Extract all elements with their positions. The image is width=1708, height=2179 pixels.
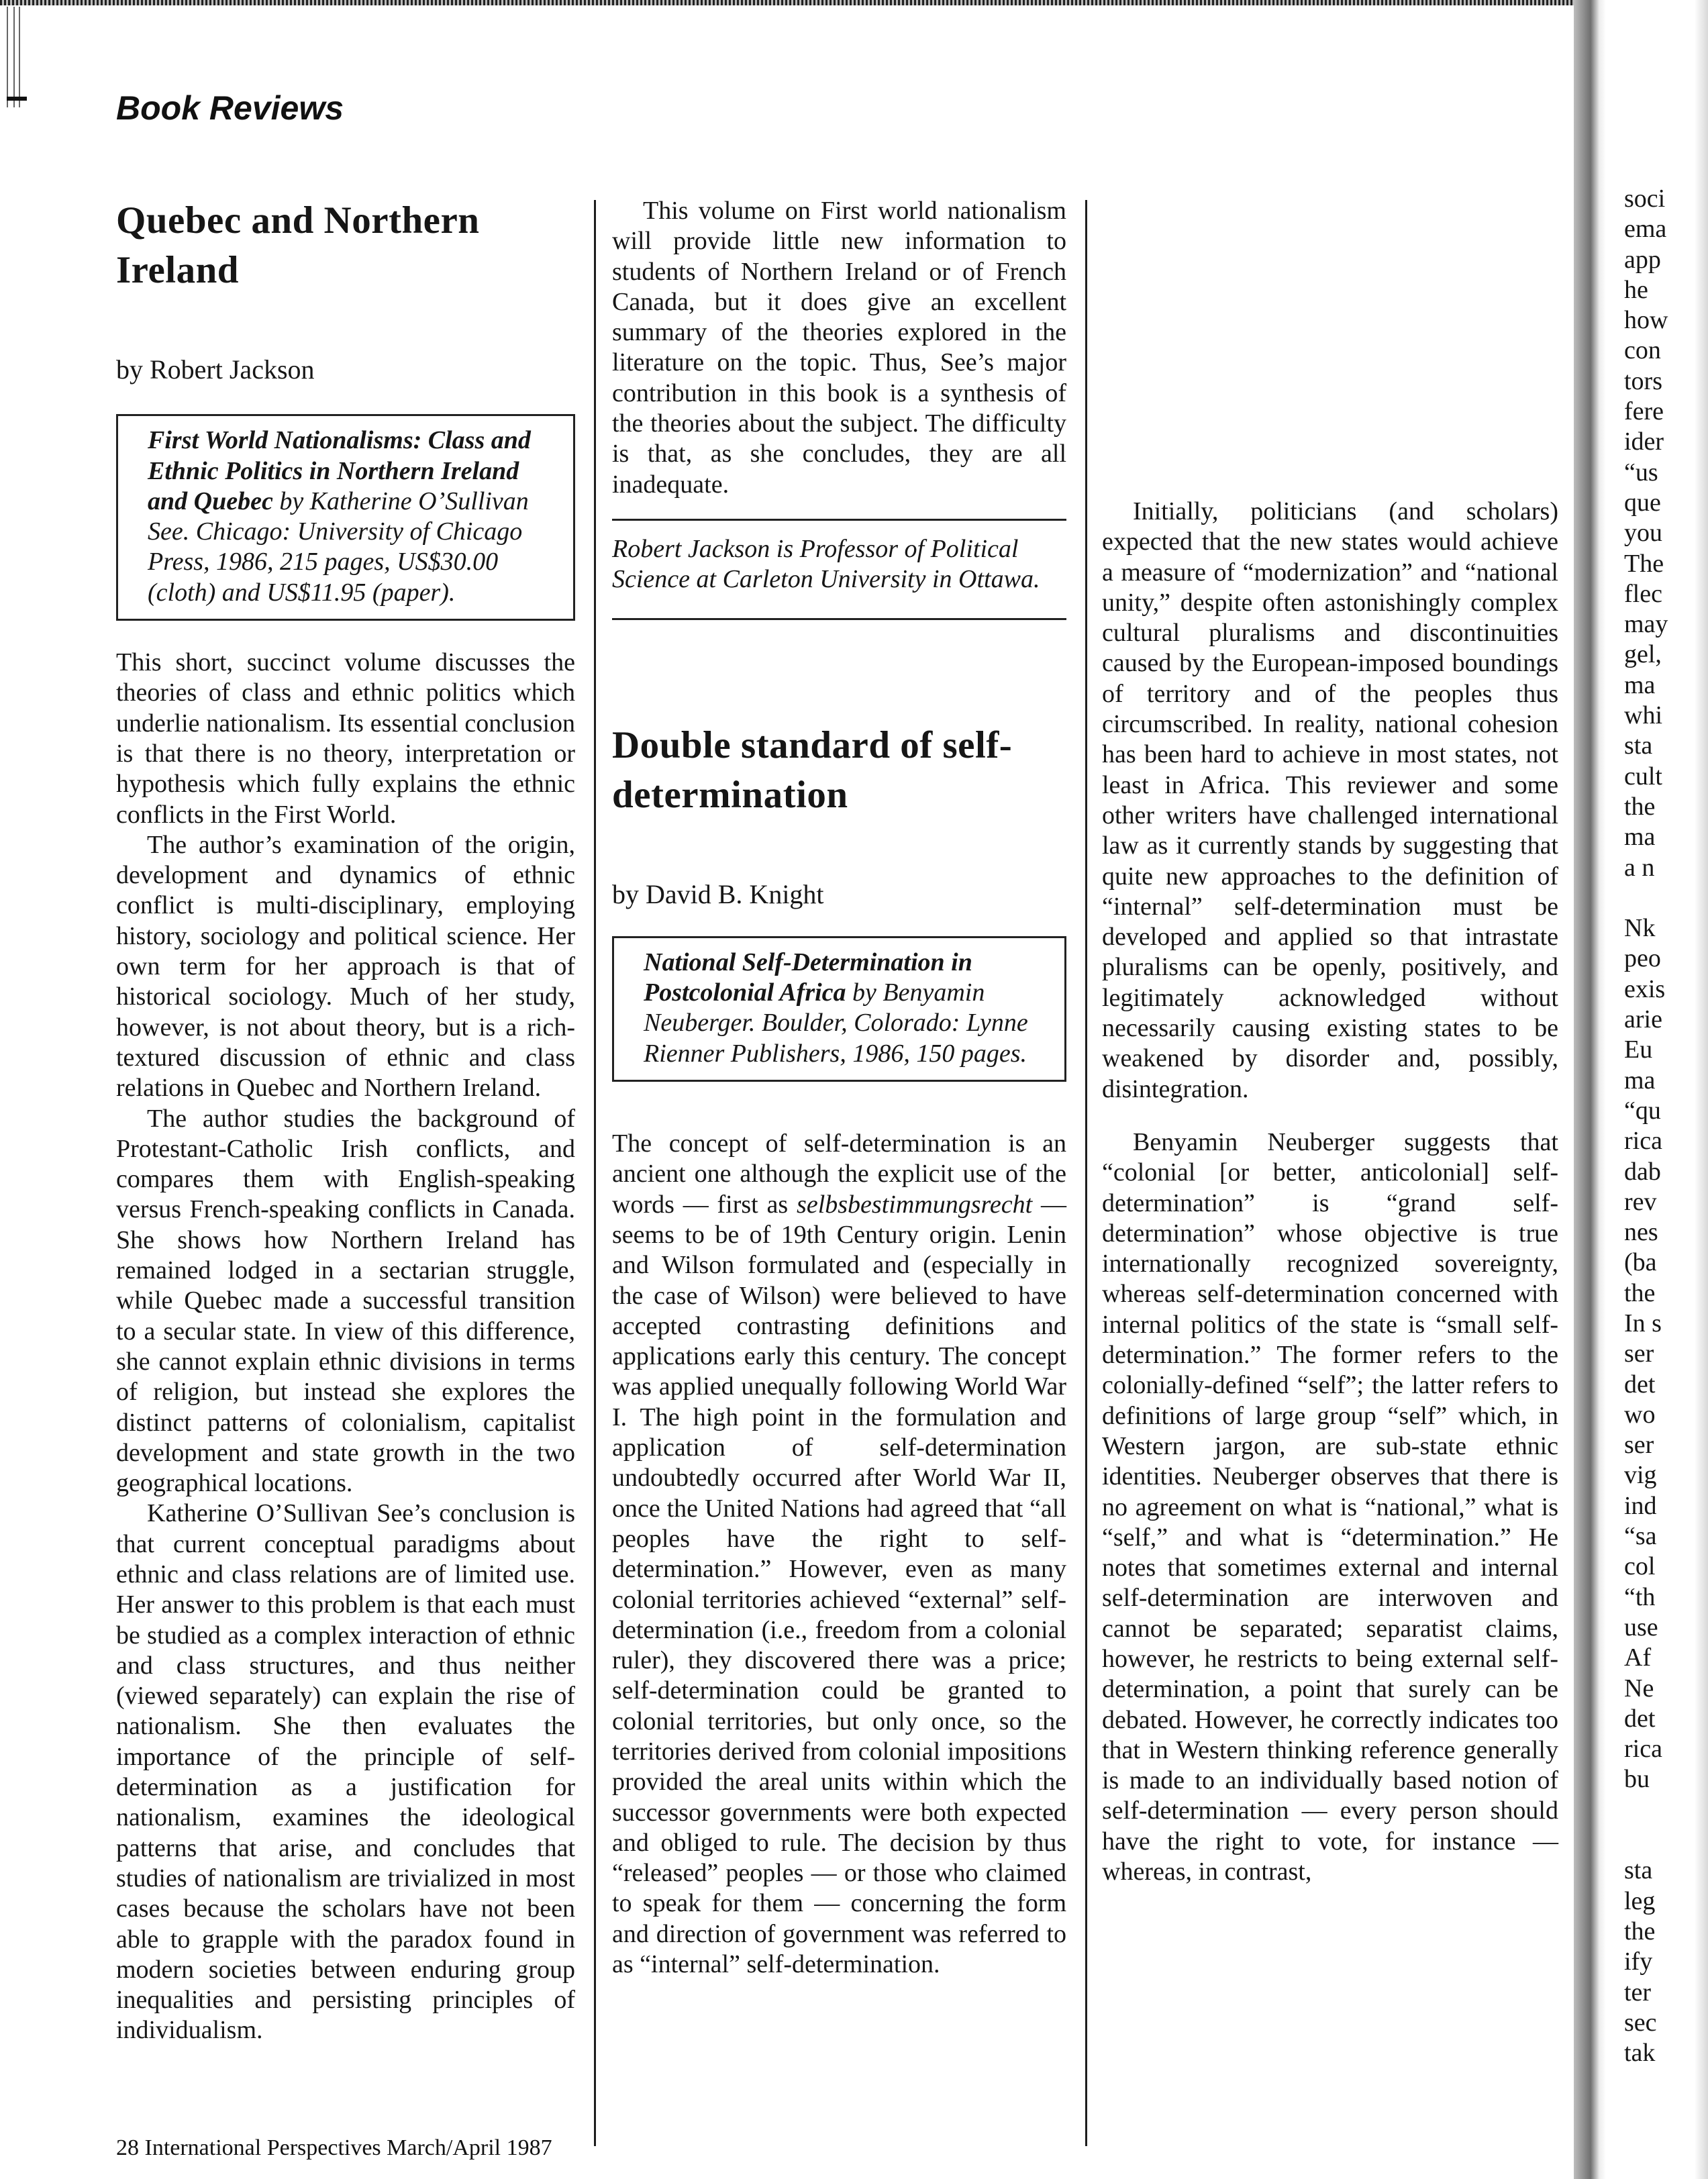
next-page-fragment: the: [1624, 1278, 1656, 1307]
next-page-fragment: col: [1624, 1552, 1656, 1581]
next-page-fragment: det: [1624, 1370, 1656, 1399]
next-page-fragment: The: [1624, 549, 1664, 578]
review2-p1-term: selbsbestimmungsrecht: [797, 1190, 1033, 1219]
next-page-fragment: peo: [1624, 944, 1661, 973]
review2-book-box: [612, 936, 1066, 1082]
next-page-fragment: sec: [1624, 2008, 1657, 2037]
next-page-fragment: soci: [1624, 185, 1666, 213]
next-page-fragment: “sa: [1624, 1522, 1657, 1551]
next-page-fragment: leg: [1624, 1886, 1656, 1915]
next-page-fragment: ify: [1624, 1947, 1653, 1976]
section-label: Book Reviews: [116, 89, 344, 127]
next-page-fragment: In s: [1624, 1309, 1662, 1337]
next-page-fragment: nes: [1624, 1218, 1658, 1247]
column-1: [116, 196, 575, 2046]
next-page-fragment: vig: [1624, 1461, 1657, 1490]
next-page-fragment: det: [1624, 1704, 1656, 1733]
next-page-fragment: ser: [1624, 1431, 1654, 1460]
next-page-fragment: how: [1624, 306, 1668, 335]
review1-book-box: [116, 414, 575, 621]
review2-paragraph: Benyamin Neuberger suggests that “colonial [or better, anticolonial] self-determination” is “grand self-determination” whose objective is true internationally recognized sovereignty, whereas self-determination concerned with internal politics of the state is “small self-determination.” The former refers to the colonially-defined “self”; the latter refers to definitions of large group “self” which, in Western jargon, are sub-state ethnic identities. Neuberger observes that there is no agreement on what is “national,” what is “self,” and what is “determination.” He notes that sometimes external and internal self-determination are interwoven and cannot be separated; separatist claims, however, he restricts to being external self-determination, a point that surely can be debated. However, he correctly indicates too that in Western thinking reference generally is made to an individually based notion of self-determination — every person should have the right to vote, for instance — whereas, in contrast,: [1102, 1127, 1558, 1886]
next-page-fragment: ma: [1624, 1066, 1656, 1095]
review1-book-details: by Katherine O’Sullivan See. Chicago: University of Chicago Press, 1986, 215 pages, US$30.00 (cloth) and US$11.95 (paper).: [148, 487, 529, 607]
review2-title: Double standard of self-determination: [612, 723, 1013, 816]
review2-paragraph: Initially, politicians (and scholars) expected that the new states would achieve a measure of “modernization” and “national unity,” despite often astonishingly complex cultural pluralisms and discontinuities caused by the European-imposed boundings of territory and of the peoples thus circumscribed. In reality, national cohesion has been hard to achieve in most states, not least in Africa. This reviewer and some other writers have challenged international law as it currently stands by suggesting that quite new approaches to the definition of “internal” self-determination must be developed and applied so that intrastate pluralisms can be openly, positively, and legitimately acknowledged without necessarily causing existing states to be weakened by disorder and, possibly, disintegration.: [1102, 497, 1558, 1103]
next-page-fragment: bu: [1624, 1765, 1650, 1794]
next-page-fragment: “th: [1624, 1582, 1656, 1611]
next-page-fragment: use: [1624, 1613, 1658, 1641]
next-page-fragment: wo: [1624, 1400, 1656, 1429]
divider: [612, 519, 1066, 521]
review2-p1-a: The concept of self-determination is an ancient one although the explicit use of the words — first as: [612, 1129, 1066, 1219]
next-page-fragment: ider: [1624, 427, 1664, 456]
divider: [612, 618, 1066, 620]
review2-byline: by David B. Knight: [612, 878, 824, 909]
next-page-fragments: [1624, 184, 1698, 2068]
next-page-fragment: cult: [1624, 762, 1662, 791]
next-page-fragment: “qu: [1624, 1096, 1661, 1125]
next-page-fragment: tak: [1624, 2039, 1656, 2068]
next-page-fragment: ter: [1624, 1978, 1652, 2007]
next-page-fragment: rev: [1624, 1187, 1657, 1216]
review2-p1-b: — seems to be of 19th Century origin. Lenin and Wilson formulated and (especially in the case of Wilson) were believed to have accepted contrasting definitions and applications early this century. The concept was applied unequally following World War I. The high point in the formulation and application of self-determination undoubtedly occurred after World War II, once the United Nations had agreed that “all peoples have the right to self-determination.” However, even as many colonial territories achieved “external” self-determination (i.e., freedom from a colonial ruler), they discovered there was a price; self-determination could be granted to colonial territories, but only once, so the territories derived from colonial impositions provided the areal units within which the successor governments were both expected and obliged to rule. The decision by thus “released” peoples — or those who claimed to speak for them — concerning the form and direction of government was referred to as “internal” self-determination.: [612, 1190, 1066, 1979]
next-page-fragment: exis: [1624, 974, 1666, 1003]
review1-paragraph: The author’s examination of the origin, development and dynamics of ethnic conflict is multi-disciplinary, employing history, sociology and political science. Her own term for her approach is that of historical sociology. Much of her study, however, is not about theory, but is a rich-textured discussion of ethnic and class relations in Quebec and Northern Ireland.: [116, 830, 575, 1103]
next-page-fragment: gel,: [1624, 640, 1662, 669]
review2-paragraph: [612, 1129, 1066, 1980]
next-page-fragment: may: [1624, 610, 1668, 639]
scan-top-edge: [0, 0, 1604, 5]
next-page-fragment: app: [1624, 245, 1661, 274]
next-page-fragment: (ba: [1624, 1248, 1657, 1277]
column-rule-2: [1085, 200, 1087, 2146]
next-page-fragment: Eu: [1624, 1035, 1653, 1064]
next-page-fragment: sta: [1624, 1856, 1653, 1885]
next-page-fragment: rica: [1624, 1127, 1662, 1156]
column-2: [612, 196, 1066, 1980]
next-page-fragment: he: [1624, 275, 1648, 304]
next-page-fragment: dab: [1624, 1157, 1661, 1186]
next-page-fragment: que: [1624, 488, 1661, 517]
review1-paragraph: The author studies the background of Protestant-Catholic Irish conflicts, and compares them with English-speaking versus French-speaking conflicts in Canada. She shows how Northern Ireland has remained lodged in a sectarian struggle, while Quebec made a successful transition to a secular state. In view of this difference, she cannot explain ethnic divisions in terms of religion, but instead she explores the distinct patterns of colonialism, capitalist development and state growth in the two geographical locations.: [116, 1104, 575, 1498]
next-page-fragment: fere: [1624, 397, 1664, 426]
next-page-fragment: [1624, 1825, 1698, 1856]
next-page-fragment: you: [1624, 519, 1662, 548]
next-page-fragment: arie: [1624, 1005, 1662, 1034]
next-page-fragment: ma: [1624, 823, 1656, 852]
next-page-fragment: Ne: [1624, 1674, 1654, 1703]
review1-paragraph: This volume on First world nationalism will provide little new information to students of Northern Ireland or of French Canada, but it does give an excellent summary of the theories explored in the literature on the topic. Thus, See’s major contribution in this book is a synthesis of the theories about the subject. The difficulty is that, as she concludes, they are all inadequate.: [612, 197, 1066, 499]
column-3: [1102, 497, 1558, 1887]
next-page-fragment: con: [1624, 336, 1661, 365]
next-page-fragment: flec: [1624, 579, 1662, 608]
next-page-fragment: [1624, 883, 1698, 913]
next-page-fragment: ind: [1624, 1491, 1657, 1520]
scan-margin-marks: [4, 7, 24, 107]
next-page-fragment: ma: [1624, 670, 1656, 699]
review2-book-details: by Benyamin Neuberger. Boulder, Colorado: Lynne Rienner Publishers, 1986, 150 pages.: [644, 978, 1028, 1068]
next-page-fragment: “us: [1624, 458, 1658, 487]
next-page-fragment: sta: [1624, 731, 1653, 760]
next-page-fragment: ema: [1624, 215, 1667, 244]
review2-book-title: National Self-Determination in Postcolonial Africa: [644, 948, 972, 1007]
next-page-fragment: the: [1624, 792, 1656, 821]
next-page-fragment: a n: [1624, 853, 1655, 882]
next-page-fragment: rica: [1624, 1735, 1662, 1764]
page-footer: 28 International Perspectives March/April 1987: [116, 2135, 552, 2160]
review1-paragraph: This short, succinct volume discusses the theories of class and ethnic politics which underlie nationalism. Its essential conclusion is that there is no theory, interpretation or hypothesis which fully explains the ethnic conflicts in the First World.: [116, 648, 575, 829]
next-page-fragment: whi: [1624, 701, 1662, 730]
next-page-fragment: Af: [1624, 1643, 1652, 1672]
review1-book-title: First World Nationalisms: Class and Ethnic Politics in Northern Ireland and Quebec: [148, 426, 531, 515]
review1-paragraph: Katherine O’Sullivan See’s conclusion is that current conceptual paradigms about ethnic and class relations are of limited use. Her answer to this problem is that each must be studied as a complex interaction of ethnic and class structures, and thus neither (viewed separately) can explain the rise of nationalism. She then evaluates the importance of the principle of self-determination as a justification for nationalism, examines the ideological patterns that arise, and concludes that studies of nationalism are trivialized in most cases because the scholars have not been able to grapple with the paradox found in modern societies between enduring group inequalities and persisting principles of individualism.: [116, 1499, 575, 2045]
review1-byline: by Robert Jackson: [116, 354, 315, 385]
review1-author-note: Robert Jackson is Professor of Political Science at Carleton University in Ottawa.: [612, 534, 1040, 594]
next-page-fragment: ser: [1624, 1339, 1654, 1368]
next-page-fragment: tors: [1624, 366, 1662, 395]
next-page-fragment: [1624, 1795, 1698, 1825]
review1-title: Quebec and Northern Ireland: [116, 199, 480, 291]
next-page-fragment: Nk: [1624, 914, 1656, 943]
next-page-fragment: the: [1624, 1917, 1656, 1945]
column-rule-1: [594, 200, 596, 2146]
